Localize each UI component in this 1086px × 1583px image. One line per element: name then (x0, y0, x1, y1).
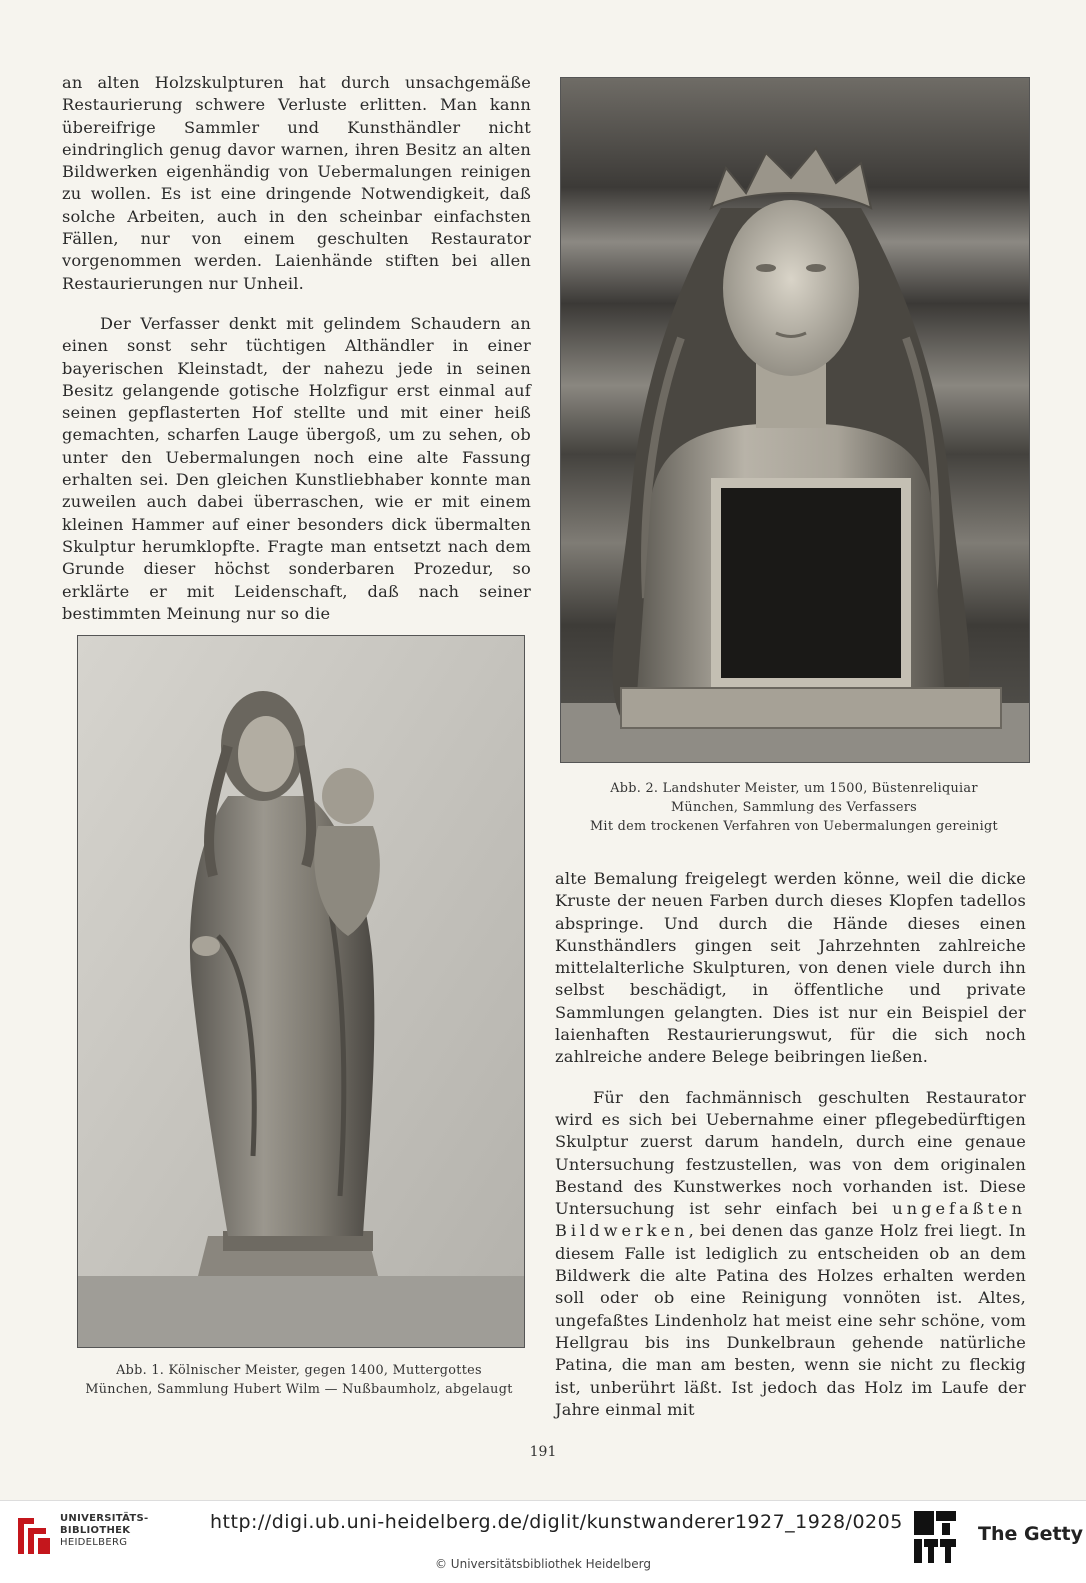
figure-2-caption-line-2: München, Sammlung des Verfassers (671, 800, 917, 815)
figure-1-caption-line-2: München, Sammlung Hubert Wilm — Nußbaumholz, abgelaugt (85, 1382, 513, 1397)
left-column-text (62, 72, 531, 625)
copyright-notice: © Universitätsbibliothek Heidelberg (434, 1557, 651, 1571)
source-url-link[interactable]: http://digi.ub.uni-heidelberg.de/diglit/kunstwanderer1927_1928/0205 (210, 1511, 903, 1533)
paragraph-4-part-b: , bei denen das ganze Holz frei liegt. In diesem Falle ist lediglich zu entscheiden ob an dem Bildwerk die alte Patina des Holzes erhalten werden soll oder ob eine Reinigung vonnöten ist. Altes, ungefaßtes Lindenholz hat meist eine sehr schöne, vom Hellgrau bis ins Dunkelbraun gehende natürliche Patina, die man am besten, wenn sie nicht zu fleckig ist, unberührt läßt. Ist jedoch das Holz im Laufe der Jahre einmal mit (555, 1221, 1026, 1419)
figure-2-photo (560, 77, 1030, 763)
bust-reliquary-image (561, 78, 1029, 762)
footer-bar (0, 1500, 1086, 1583)
figure-1-caption-line-1: Abb. 1. Kölnischer Meister, gegen 1400, Muttergottes (116, 1363, 482, 1378)
figure-2-caption-line-1: Abb. 2. Landshuter Meister, um 1500, Büstenreliquiar (610, 781, 978, 796)
university-library-name (60, 1513, 149, 1549)
right-column-text (555, 868, 1026, 1421)
figure-2-caption (560, 779, 1028, 836)
paragraph-4-emphasis: ungefaßten Bildwerken (555, 1199, 1026, 1241)
paragraph-3: alte Bemalung freigelegt werden könne, weil die dicke Kruste der neuen Farben durch dieses Klopfen tadellos abspringe. Und durch die Hände dieses einen Kunsthändlers gingen seit Jahrzehnten zahlreiche mittelalterliche Skulpturen, von denen viele durch ihn selbst beschädigt, in öffentliche und private Sammlungen gelangten. Dies ist nur ein Beispiel der laienhaften Restaurierungswut, für die sich noch zahlreiche andere Belege beibringen ließen. (555, 869, 1026, 1067)
madonna-statue-image (78, 636, 524, 1347)
getty-name: The Getty (978, 1523, 1084, 1545)
paragraph-4-part-a: Für den fachmännisch geschulten Restaurator wird es sich bei Uebernahme einer pflegebedürftigen Skulptur zuerst darum handeln, durch eine genaue Untersuchung festzustellen, was von dem originalen Bestand des Kunstwerkes noch vorhanden ist. Diese Untersuchung ist sehr einfach bei (555, 1087, 1026, 1219)
paragraph-1: an alten Holzskulpturen hat durch unsachgemäße Restaurierung schwere Verluste erlitten. Man kann übereifrige Sammler und Kunsthändler nicht eindringlich genug davor warnen, ihren Besitz an alten Bildwerken eigenhändig von Uebermalungen reinigen zu wollen. Es ist eine dringende Notwendigkeit, daß solche Arbeiten, auch in den scheinbar einfachsten Fällen, nur von einem geschulten Restaurator vorgenommen werden. Laienhände stiften bei allen Restaurierungen nur Unheil. (62, 73, 531, 293)
paragraph-4 (555, 1087, 1026, 1421)
library-name-line-1: UNIVERSITÄTS- (60, 1513, 149, 1524)
figure-1-photo (77, 635, 525, 1348)
library-name-line-3: HEIDELBERG (60, 1537, 128, 1548)
library-name-line-2: BIBLIOTHEK (60, 1525, 131, 1536)
figure-1-caption (62, 1361, 536, 1399)
figure-2-caption-line-3: Mit dem trockenen Verfahren von Uebermalungen gereinigt (590, 819, 998, 834)
page-number: 191 (529, 1444, 557, 1460)
university-library-logo-icon (12, 1514, 52, 1558)
getty-logo-icon (912, 1509, 960, 1565)
paragraph-2: Der Verfasser denkt mit gelindem Schaudern an einen sonst sehr tüchtigen Althändler in einer bayerischen Kleinstadt, der nahezu jede in seinen Besitz gelangende gotische Holzfigur erst einmal auf seinen gepflasterten Hof stellte und mit einer heiß gemachten, scharfen Lauge übergoß, um zu sehen, ob unter den Uebermalungen noch eine alte Fassung erhalten sei. Den gleichen Kunstliebhaber konnte man zuweilen auch dabei überraschen, wie er mit einem kleinen Hammer auf einer besonders dick übermalten Skulptur herumklopfte. Fragte man entsetzt nach dem Grunde dieser höchst sonderbaren Prozedur, so erklärte er mit Leidenschaft, daß nach seiner bestimmten Meinung nur so die (62, 313, 531, 623)
